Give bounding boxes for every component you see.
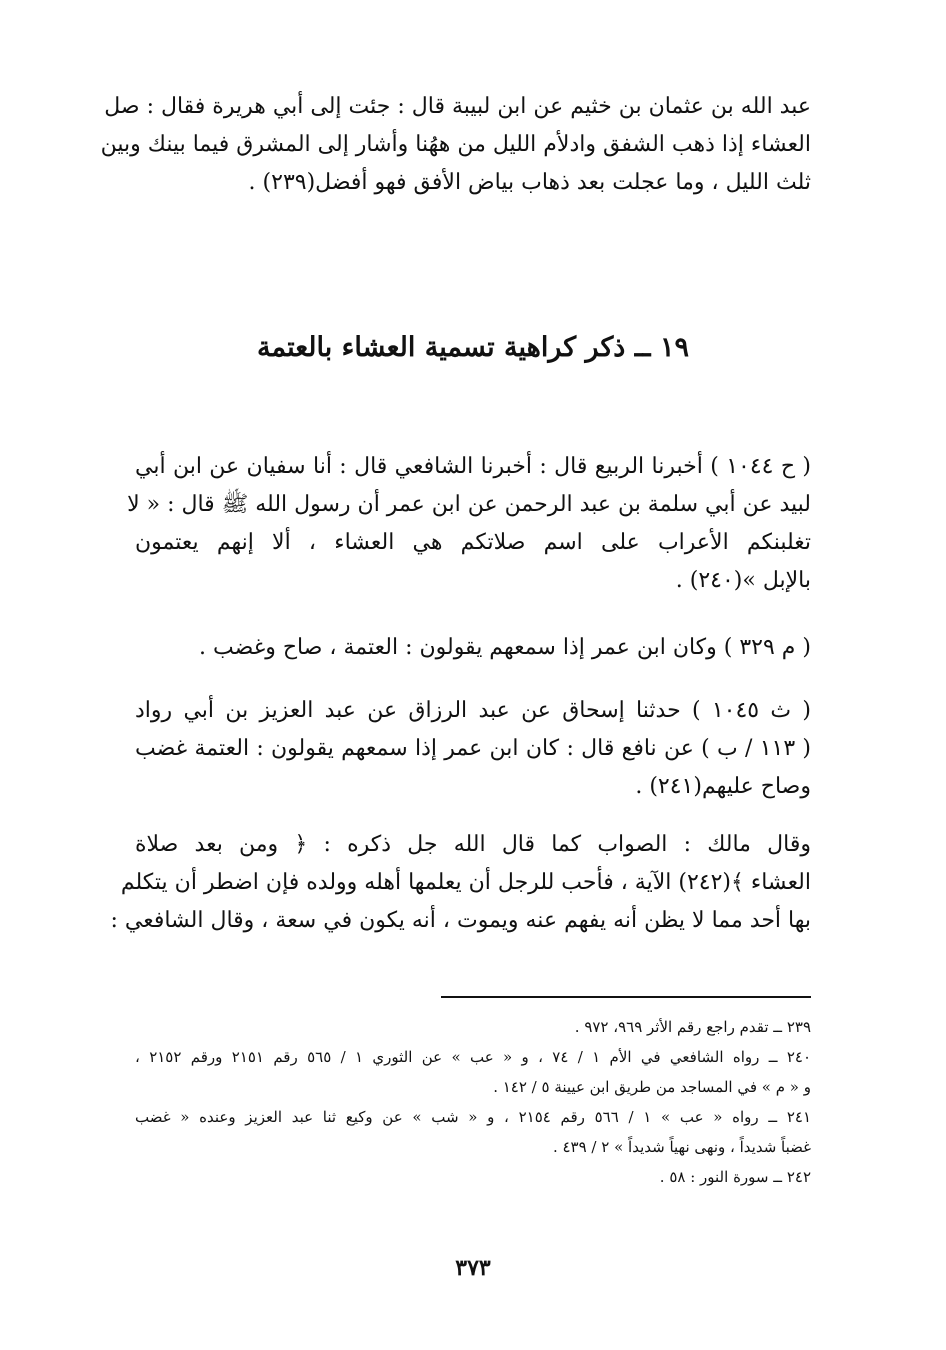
section-heading: ١٩ ــ ذكر كراهية تسمية العشاء بالعتمة [257,332,689,363]
text-line: ( ١١٣ / ب ) عن نافع قال : كان ابن عمر إذا سمعهم يقولون : العتمة غضب [135,736,812,761]
text-line: تغلبنكم الأعراب على اسم صلاتكم هي العشاء ، ألا إنهم يعتمون [135,530,811,555]
footnote-divider [441,996,811,998]
footnotes [135,1012,811,1192]
malik-paragraph [110,826,811,940]
text-line: وصاح عليهم(٢٤١) . [635,774,811,799]
text-line: العشاء إذا ذهب الشفق وادلأم الليل من ههُنا وأشار إلى المشرق فيما بينك وبين [100,132,811,157]
footnote-239: ٢٣٩ ــ تقدم راجع رقم الأثر ٩٦٩، ٩٧٢ . [574,1018,811,1036]
footnote-242: ٢٤٢ ــ سورة النور : ٥٨ . [659,1168,811,1186]
text-line: ( ث ١٠٤٥ ) حدثنا إسحاق عن عبد الرزاق عن عبد العزيز بن أبي رواد [135,698,811,723]
text-line: ( م ٣٢٩ ) وكان ابن عمر إذا سمعهم يقولون : العتمة ، صاح وغضب . [199,635,811,660]
footnote-241-continued: غضباً شديداً ، ونهى نهياً شديداً » ٢ / ٤٣٩ . [552,1138,811,1156]
text-line: العشاء ﴾(٢٤٢) الآية ، فأحب للرجل أن يعلمها أهله وولده فإن اضطر أن يتكلم [120,870,811,895]
text-line: بها أحد مما لا يظن أنه يفهم عنه ويموت ، أنه يكون في سعة ، وقال الشافعي : [110,908,811,933]
text-line: ثلث الليل ، وما عجلت بعد ذهاب بياض الأفق فهو أفضل(٢٣٩) . [248,170,811,195]
page-number: ٣٧٣ [455,1255,491,1281]
hadith-1044-paragraph [127,448,811,600]
text-line: عبد الله بن عثمان بن خثيم عن ابن لبيبة قال : جئت إلى أبي هريرة فقال : صل [104,94,811,119]
athar-1045-paragraph [135,692,811,806]
text-line: ( ح ١٠٤٤ ) أخبرنا الربيع قال : أخبرنا الشافعي قال : أنا سفيان عن ابن أبي [135,454,811,479]
footnote-241: ٢٤١ ــ رواه « عب » ١ / ٥٦٦ رقم ٢١٥٤ ، و « شب » عن وكيع ثنا عبد العزيز وعنده « غضب [135,1108,811,1126]
text-line: وقال مالك : الصواب كما قال الله جل ذكره : ﴿ ومن بعد صلاة [135,832,811,857]
footnote-240-continued: و « م » في المساجد من طريق ابن عيينة ٥ / ١٤٢ . [493,1078,811,1096]
footnote-240: ٢٤٠ ــ رواه الشافعي في الأم ١ / ٧٤ ، و « عب » عن الثوري ١ / ٥٦٥ رقم ٢١٥١ ورقم ٢١٥٢ ، [135,1048,812,1066]
athar-329-paragraph [135,629,811,667]
text-line: لبيد عن أبي سلمة بن عبد الرحمن عن ابن عمر أن رسول الله ﷺ قال : « لا [127,492,811,517]
intro-paragraph [100,88,811,202]
text-line: بالإبل »(٢٤٠) . [675,568,811,593]
